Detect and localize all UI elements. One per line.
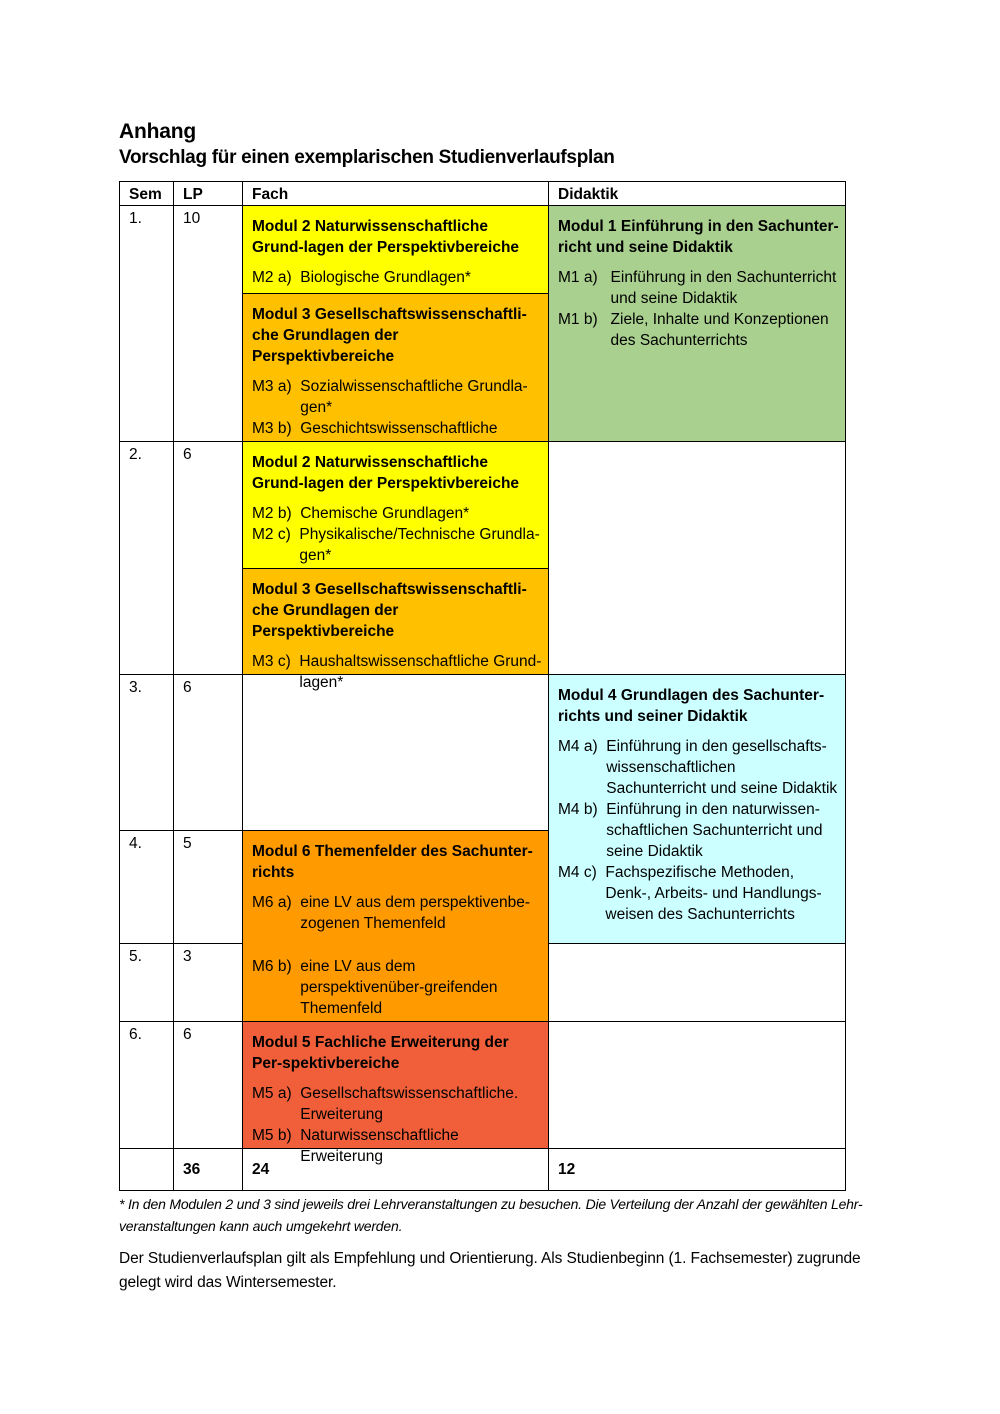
lp-3: 6 [173, 674, 243, 831]
footnote: * In den Modulen 2 und 3 sind jeweils drei Lehrveranstaltungen zu besuchen. Die Verteilung der Anzahl der gewählten Lehr-veranstaltungen kann auch umgekehrt werden. [119, 1196, 863, 1234]
module-item: M3 c) Haushaltswissenschaftliche Grund-lagen* [252, 653, 542, 691]
didaktik-empty-sem-2 [548, 441, 846, 675]
fach-empty-sem-3 [242, 674, 549, 831]
module-item: M2 a) Biologische Grundlagen* [252, 269, 471, 286]
total-fach: 24 [242, 1148, 549, 1191]
page-subtitle: Vorschlag für einen exemplarischen Studienverlaufsplan [119, 147, 615, 168]
module-2-sem-1 [242, 205, 549, 294]
didaktik-empty-sem-5 [548, 943, 846, 1022]
module-4 [548, 674, 846, 944]
module-title: Modul 6 Themenfelder des Sachunter-richts [252, 843, 533, 881]
module-title: Modul 5 Fachliche Erweiterung der Per-spektivbereiche [252, 1034, 509, 1072]
module-title: Modul 2 Naturwissenschaftliche Grund-lagen der Perspektivbereiche [252, 218, 520, 256]
note-paragraph: Der Studienverlaufsplan gilt als Empfehlung und Orientierung. Als Studienbeginn (1. Fachsemester) zugrunde gelegt wird das Wintersemester. [119, 1250, 861, 1291]
module-item: M3 a) Sozialwissenschaftliche Grundla-gen* [252, 378, 528, 416]
module-5 [242, 1021, 549, 1165]
total-sem-empty [119, 1148, 174, 1191]
module-2-sem-2 [242, 441, 549, 569]
module-item: M2 c) Physikalische/Technische Grundla-gen* [252, 526, 540, 564]
header-fach: Fach [242, 181, 549, 206]
module-item: M1 a) Einführung in den Sachunterricht und seine Didaktik [558, 269, 837, 307]
lp-6: 6 [173, 1021, 243, 1149]
module-3-sem-1 [242, 293, 549, 442]
module-title: Modul 4 Grundlagen des Sachunter-richts und seiner Didaktik [558, 687, 825, 725]
sem-3: 3. [119, 674, 174, 831]
module-6 [242, 830, 549, 1022]
module-1 [548, 205, 846, 442]
module-3-sem-2 [242, 568, 549, 691]
header-lp: LP [173, 181, 243, 206]
lp-2: 6 [173, 441, 243, 675]
header-didaktik: Didaktik [548, 181, 846, 206]
didaktik-empty-sem-6 [548, 1021, 846, 1149]
lp-4: 5 [173, 830, 243, 944]
module-item: M1 b) Ziele, Inhalte und Konzeptionen des Sachunterrichts [558, 311, 829, 349]
module-title: Modul 3 Gesellschaftswissenschaftli-che Grundlagen der Perspektivbereiche [252, 581, 527, 640]
lp-5: 3 [173, 943, 243, 1022]
sem-5: 5. [119, 943, 174, 1022]
lp-1: 10 [173, 205, 243, 442]
sem-4: 4. [119, 830, 174, 944]
module-item: M5 a) Gesellschaftswissenschaftliche. Erweiterung [252, 1085, 519, 1123]
total-lp: 36 [173, 1148, 243, 1191]
module-title: Modul 1 Einführung in den Sachunter-richt und seine Didaktik [558, 218, 839, 256]
module-item: M6 b) eine LV aus dem perspektivenüber-greifenden Themenfeld [252, 958, 498, 1017]
header-sem: Sem [119, 181, 174, 206]
module-item: M4 c) Fachspezifische Methoden, Denk-, Arbeits- und Handlungs-weisen des Sachunterrichts [558, 864, 822, 923]
total-didaktik: 12 [548, 1148, 846, 1191]
study-plan-table [119, 181, 846, 1178]
module-item: M3 b) Geschichtswissenschaftliche [252, 420, 498, 437]
module-title: Modul 3 Gesellschaftswissenschaftli-che Grundlagen der Perspektivbereiche [252, 306, 527, 365]
module-item: M5 b) Naturwissenschaftliche Erweiterung [252, 1127, 459, 1165]
sem-1: 1. [119, 205, 174, 442]
page-title: Anhang [119, 120, 196, 143]
module-item: M4 a) Einführung in den gesellschafts-wissenschaftlichen Sachunterricht und seine Didaktik [558, 738, 838, 797]
module-item: M2 b) Chemische Grundlagen* [252, 505, 470, 522]
module-item: M6 a) eine LV aus dem perspektivenbe-zogenen Themenfeld [252, 894, 531, 932]
sem-6: 6. [119, 1021, 174, 1149]
module-title: Modul 2 Naturwissenschaftliche Grund-lagen der Perspektivbereiche [252, 454, 520, 492]
module-item: M4 b) Einführung in den naturwissen-schaftlichen Sachunterricht und seine Didaktik [558, 801, 823, 860]
sem-2: 2. [119, 441, 174, 675]
